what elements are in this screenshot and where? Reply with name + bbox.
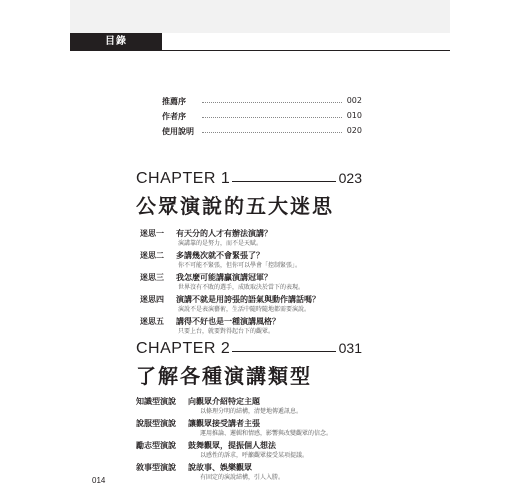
list-item[interactable] — [140, 316, 362, 335]
chapter-rule — [232, 351, 336, 352]
chapter-page: 023 — [338, 170, 362, 186]
chapter-title: 公眾演說的五大迷思 — [136, 194, 334, 218]
list-item[interactable] — [140, 228, 362, 247]
item-desc: 有固定的演說結構，引人入勝。 — [200, 474, 285, 481]
chapter-label: CHAPTER 1 — [136, 170, 231, 187]
list-item[interactable] — [140, 272, 362, 291]
list-item[interactable] — [136, 440, 362, 459]
leader-dots — [202, 117, 342, 118]
chapter-heading[interactable] — [136, 170, 362, 190]
type-list — [136, 396, 362, 481]
leader-dots — [202, 132, 342, 133]
item-title: 有天分的人才有辦法演講？ — [176, 229, 272, 238]
item-tag: 敘事型演說 — [136, 463, 176, 472]
front-matter-list — [162, 96, 362, 141]
list-item[interactable] — [140, 294, 362, 313]
toc-heading-tab: 目錄 — [70, 33, 162, 51]
item-desc: 演說不是表演藝術，生活中隨時隨地都需要演說。 — [178, 306, 311, 313]
item-title: 鼓舞觀眾，提振個人想法 — [188, 441, 276, 450]
item-tag: 迷思一 — [140, 229, 164, 238]
item-desc: 只要上台，就要對得起台下的觀眾。 — [178, 328, 275, 335]
item-title: 讓觀眾接受講者主張 — [188, 419, 260, 428]
myth-list — [140, 228, 362, 335]
list-item[interactable] — [140, 250, 362, 269]
item-tag: 迷思二 — [140, 251, 164, 260]
item-tag: 勵志型演說 — [136, 441, 176, 450]
header-band — [70, 0, 450, 33]
chapter-2 — [136, 340, 362, 484]
chapter-page: 031 — [338, 340, 362, 356]
front-matter-item[interactable] — [162, 111, 362, 126]
item-desc: 運用推論、邏輯和情感，影響與改變觀眾的信念。 — [200, 430, 333, 437]
front-matter-page: 002 — [346, 96, 362, 105]
front-matter-page: 020 — [346, 126, 362, 135]
page-number: 014 — [92, 476, 106, 485]
chapter-1 — [136, 170, 362, 338]
header-rule — [162, 50, 450, 51]
item-tag: 迷思四 — [140, 295, 164, 304]
front-matter-item[interactable] — [162, 126, 362, 141]
item-desc: 以條理分明的結構，清楚地傳遞訊息。 — [200, 408, 303, 415]
item-desc: 你不可能不緊張，但你可以學會「控制緊張」。 — [178, 262, 302, 269]
item-title: 說故事、娛樂觀眾 — [188, 463, 252, 472]
leader-dots — [202, 102, 342, 103]
chapter-title: 了解各種演講類型 — [136, 364, 312, 388]
item-title: 演講不就是用誇張的語氣與動作講話嗎？ — [176, 295, 320, 304]
item-desc: 以感性的訴求，呼籲觀眾接受某項提議。 — [200, 452, 309, 459]
item-tag: 知識型演說 — [136, 397, 176, 406]
item-tag: 說服型演說 — [136, 419, 176, 428]
chapter-label: CHAPTER 2 — [136, 340, 231, 357]
front-matter-label: 推薦序 — [162, 97, 186, 106]
list-item[interactable] — [136, 418, 362, 437]
item-tag: 迷思五 — [140, 317, 164, 326]
chapter-heading[interactable] — [136, 340, 362, 360]
front-matter-label: 使用說明 — [162, 127, 194, 136]
item-title: 向觀眾介紹特定主題 — [188, 397, 260, 406]
chapter-rule — [232, 181, 336, 182]
list-item[interactable] — [136, 462, 362, 481]
front-matter-item[interactable] — [162, 96, 362, 111]
item-desc: 演講靠的是努力，而不是天賦。 — [178, 240, 263, 247]
item-tag: 迷思三 — [140, 273, 164, 282]
item-title: 講得不好也是一種演講風格？ — [176, 317, 280, 326]
list-item[interactable] — [136, 396, 362, 415]
front-matter-label: 作者序 — [162, 112, 186, 121]
front-matter-page: 010 — [346, 111, 362, 120]
item-title: 我怎麼可能講贏演講冠軍？ — [176, 273, 272, 282]
item-desc: 世界沒有不敗的選手，成敗取決於當下的表現。 — [178, 284, 305, 291]
item-title: 多講幾次就不會緊張了？ — [176, 251, 264, 260]
